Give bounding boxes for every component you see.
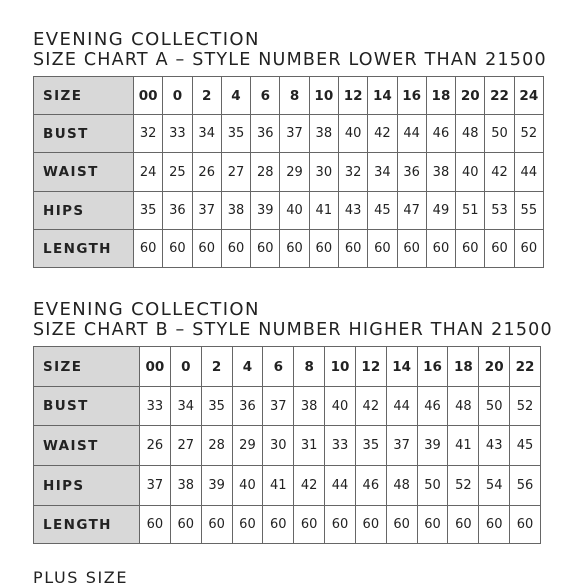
measurement-cell: 50	[485, 115, 514, 153]
measurement-cell: 36	[232, 387, 263, 426]
table-row	[34, 426, 541, 466]
measurement-cell: 60	[338, 230, 367, 268]
measurement-cell: 60	[325, 506, 356, 544]
measurement-cell: 34	[170, 387, 201, 426]
measurement-cell: 60	[456, 230, 485, 268]
measurement-cell: 60	[368, 230, 397, 268]
measurement-cell: 37	[263, 387, 294, 426]
size-header-cell: 6	[263, 347, 294, 387]
size-header-cell: 2	[192, 77, 221, 115]
size-header-cell: 12	[338, 77, 367, 115]
measurement-cell: 26	[192, 153, 221, 192]
measurement-cell: 34	[192, 115, 221, 153]
measurement-cell: 45	[510, 426, 541, 466]
table-row	[34, 115, 544, 153]
measurement-cell: 41	[263, 466, 294, 506]
measurement-cell: 35	[134, 192, 163, 230]
measurement-cell: 31	[294, 426, 325, 466]
measurement-cell: 36	[163, 192, 192, 230]
measurement-cell: 47	[397, 192, 426, 230]
measurement-cell: 60	[280, 230, 309, 268]
table-row	[34, 230, 544, 268]
measurement-cell: 60	[514, 230, 543, 268]
measurement-cell: 43	[479, 426, 510, 466]
measurement-cell: 27	[221, 153, 250, 192]
measurement-cell: 52	[514, 115, 543, 153]
measurement-cell: 34	[368, 153, 397, 192]
measurement-cell: 60	[192, 230, 221, 268]
measurement-cell: 38	[309, 115, 338, 153]
size-header-cell: 2	[201, 347, 232, 387]
size-header-cell: 20	[456, 77, 485, 115]
measurement-cell: 55	[514, 192, 543, 230]
measurement-cell: 30	[309, 153, 338, 192]
measurement-cell: 60	[221, 230, 250, 268]
measurement-cell: 32	[338, 153, 367, 192]
measurement-cell: 44	[514, 153, 543, 192]
size-header-cell: 22	[510, 347, 541, 387]
measurement-cell: 37	[140, 466, 171, 506]
measurement-cell: 35	[201, 387, 232, 426]
row-label: LENGTH	[34, 506, 140, 544]
measurement-cell: 60	[479, 506, 510, 544]
measurement-cell: 43	[338, 192, 367, 230]
measurement-cell: 30	[263, 426, 294, 466]
measurement-cell: 41	[309, 192, 338, 230]
measurement-cell: 60	[201, 506, 232, 544]
size-header-cell: 18	[426, 77, 455, 115]
table-row	[34, 506, 541, 544]
measurement-cell: 60	[386, 506, 417, 544]
chart-b-subtitle: SIZE CHART B – STYLE NUMBER HIGHER THAN 21500	[33, 320, 553, 340]
measurement-cell: 42	[294, 466, 325, 506]
measurement-cell: 51	[456, 192, 485, 230]
size-header-cell: 10	[325, 347, 356, 387]
row-label: SIZE	[34, 347, 140, 387]
measurement-cell: 60	[134, 230, 163, 268]
measurement-cell: 38	[221, 192, 250, 230]
measurement-cell: 29	[232, 426, 263, 466]
table-row	[34, 192, 544, 230]
measurement-cell: 29	[280, 153, 309, 192]
size-header-cell: 18	[448, 347, 479, 387]
measurement-cell: 60	[355, 506, 386, 544]
table-row	[34, 387, 541, 426]
measurement-cell: 46	[417, 387, 448, 426]
measurement-cell: 25	[163, 153, 192, 192]
size-header-cell: 00	[140, 347, 171, 387]
measurement-cell: 50	[479, 387, 510, 426]
measurement-cell: 60	[232, 506, 263, 544]
size-header-cell: 4	[232, 347, 263, 387]
size-header-cell: 6	[251, 77, 280, 115]
size-header-cell: 24	[514, 77, 543, 115]
measurement-cell: 40	[338, 115, 367, 153]
measurement-cell: 60	[251, 230, 280, 268]
row-label: HIPS	[34, 192, 134, 230]
measurement-cell: 37	[192, 192, 221, 230]
size-header-cell: 00	[134, 77, 163, 115]
measurement-cell: 41	[448, 426, 479, 466]
size-header-cell: 0	[163, 77, 192, 115]
row-label: BUST	[34, 115, 134, 153]
measurement-cell: 60	[294, 506, 325, 544]
table-row	[34, 77, 544, 115]
row-label: WAIST	[34, 426, 140, 466]
row-label: SIZE	[34, 77, 134, 115]
measurement-cell: 28	[201, 426, 232, 466]
chart-b-heading	[33, 300, 553, 340]
measurement-cell: 39	[201, 466, 232, 506]
table-row	[34, 153, 544, 192]
size-header-cell: 20	[479, 347, 510, 387]
measurement-cell: 26	[140, 426, 171, 466]
measurement-cell: 48	[456, 115, 485, 153]
measurement-cell: 60	[163, 230, 192, 268]
size-header-cell: 8	[280, 77, 309, 115]
size-header-cell: 14	[368, 77, 397, 115]
row-label: BUST	[34, 387, 140, 426]
measurement-cell: 44	[386, 387, 417, 426]
measurement-cell: 28	[251, 153, 280, 192]
measurement-cell: 54	[479, 466, 510, 506]
measurement-cell: 24	[134, 153, 163, 192]
measurement-cell: 60	[263, 506, 294, 544]
measurement-cell: 39	[251, 192, 280, 230]
measurement-cell: 60	[510, 506, 541, 544]
measurement-cell: 53	[485, 192, 514, 230]
measurement-cell: 46	[355, 466, 386, 506]
measurement-cell: 46	[426, 115, 455, 153]
measurement-cell: 40	[325, 387, 356, 426]
size-header-cell: 0	[170, 347, 201, 387]
measurement-cell: 52	[448, 466, 479, 506]
measurement-cell: 60	[426, 230, 455, 268]
measurement-cell: 44	[397, 115, 426, 153]
measurement-cell: 33	[325, 426, 356, 466]
measurement-cell: 60	[417, 506, 448, 544]
measurement-cell: 42	[368, 115, 397, 153]
measurement-cell: 40	[456, 153, 485, 192]
measurement-cell: 60	[170, 506, 201, 544]
row-label: HIPS	[34, 466, 140, 506]
measurement-cell: 40	[232, 466, 263, 506]
measurement-cell: 45	[368, 192, 397, 230]
measurement-cell: 27	[170, 426, 201, 466]
measurement-cell: 49	[426, 192, 455, 230]
size-header-cell: 22	[485, 77, 514, 115]
measurement-cell: 42	[485, 153, 514, 192]
measurement-cell: 38	[294, 387, 325, 426]
size-header-cell: 16	[397, 77, 426, 115]
chart-a-heading	[33, 30, 547, 70]
measurement-cell: 44	[325, 466, 356, 506]
measurement-cell: 40	[280, 192, 309, 230]
chart-a-title: EVENING COLLECTION	[33, 29, 260, 50]
measurement-cell: 35	[221, 115, 250, 153]
size-header-cell: 16	[417, 347, 448, 387]
measurement-cell: 50	[417, 466, 448, 506]
measurement-cell: 33	[140, 387, 171, 426]
size-header-cell: 8	[294, 347, 325, 387]
row-label: WAIST	[34, 153, 134, 192]
size-header-cell: 10	[309, 77, 338, 115]
measurement-cell: 60	[448, 506, 479, 544]
size-header-cell: 4	[221, 77, 250, 115]
measurement-cell: 60	[485, 230, 514, 268]
measurement-cell: 37	[280, 115, 309, 153]
measurement-cell: 48	[448, 387, 479, 426]
size-header-cell: 12	[355, 347, 386, 387]
measurement-cell: 48	[386, 466, 417, 506]
measurement-cell: 52	[510, 387, 541, 426]
measurement-cell: 42	[355, 387, 386, 426]
measurement-cell: 60	[309, 230, 338, 268]
measurement-cell: 37	[386, 426, 417, 466]
measurement-cell: 38	[426, 153, 455, 192]
measurement-cell: 36	[397, 153, 426, 192]
measurement-cell: 38	[170, 466, 201, 506]
size-header-cell: 14	[386, 347, 417, 387]
measurement-cell: 39	[417, 426, 448, 466]
measurement-cell: 32	[134, 115, 163, 153]
next-section-heading: PLUS SIZE	[33, 568, 129, 587]
chart-a-subtitle: SIZE CHART A – STYLE NUMBER LOWER THAN 21500	[33, 50, 547, 70]
measurement-cell: 60	[397, 230, 426, 268]
measurement-cell: 36	[251, 115, 280, 153]
size-chart-a-table	[33, 76, 544, 268]
measurement-cell: 35	[355, 426, 386, 466]
table-row	[34, 347, 541, 387]
measurement-cell: 56	[510, 466, 541, 506]
row-label: LENGTH	[34, 230, 134, 268]
measurement-cell: 60	[140, 506, 171, 544]
measurement-cell: 33	[163, 115, 192, 153]
size-chart-b-table	[33, 346, 541, 544]
chart-b-title: EVENING COLLECTION	[33, 299, 260, 320]
table-row	[34, 466, 541, 506]
